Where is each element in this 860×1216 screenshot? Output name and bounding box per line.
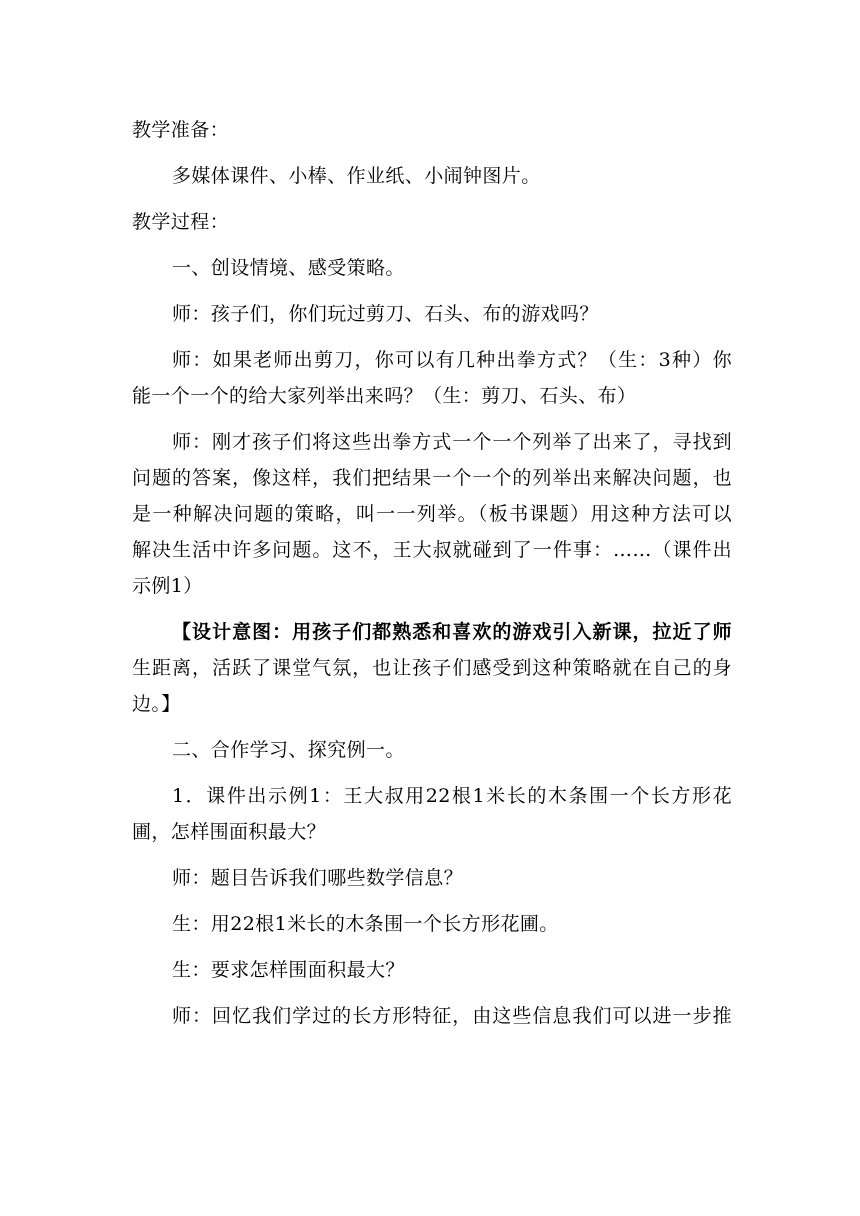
dialogue-line: 生：要求怎样围面积最大？ xyxy=(172,959,405,981)
document-body xyxy=(132,112,732,1034)
dialogue-line-continued: 解决生活中许多问题。这不，王大叔就碰到了一件事：……（课件出 xyxy=(132,539,732,561)
section-heading-preparation: 教学准备： xyxy=(132,119,230,141)
dialogue-line-continued: 示例1） xyxy=(132,575,203,597)
design-intent-note-continued: 生距离，活跃了课堂气氛，也让孩子们感受到这种策略就在自己的身 xyxy=(132,657,732,679)
design-intent-note-end: 边。】 xyxy=(132,693,181,715)
dialogue-line: 师：题目告诉我们哪些数学信息？ xyxy=(172,867,464,889)
subheading-step-two: 二、合作学习、探究例一。 xyxy=(172,739,405,761)
example-problem: 1．课件出示例1：王大叔用22根1米长的木条围一个长方形花 xyxy=(172,785,732,807)
design-intent-note: 【设计意图：用孩子们都熟悉和喜欢的游戏引入新课，拉近了师 xyxy=(172,621,732,643)
dialogue-line-continued: 问题的答案，像这样，我们把结果一个一个的列举出来解决问题，也 xyxy=(132,467,732,489)
dialogue-line: 师：回忆我们学过的长方形特征，由这些信息我们可以进一步推 xyxy=(172,1005,732,1027)
dialogue-line-continued: 能一个一个的给大家列举出来吗？（生：剪刀、石头、布） xyxy=(132,385,637,407)
paragraph-materials: 多媒体课件、小棒、作业纸、小闹钟图片。 xyxy=(172,165,541,187)
section-heading-process: 教学过程： xyxy=(132,211,230,233)
example-problem-continued: 圃，怎样围面积最大？ xyxy=(132,821,327,843)
dialogue-line: 师：孩子们，你们玩过剪刀、石头、布的游戏吗？ xyxy=(172,303,599,325)
dialogue-line: 师：如果老师出剪刀，你可以有几种出拳方式？（生：3种）你 xyxy=(172,349,732,371)
dialogue-line: 师：刚才孩子们将这些出拳方式一个一个列举了出来了，寻找到 xyxy=(172,431,732,453)
dialogue-line: 生：用22根1米长的木条围一个长方形花圃。 xyxy=(172,913,559,935)
subheading-step-one: 一、创设情境、感受策略。 xyxy=(172,257,405,279)
dialogue-line-continued: 是一种解决问题的策略，叫一一列举。（板书课题）用这种方法可以 xyxy=(132,503,732,525)
